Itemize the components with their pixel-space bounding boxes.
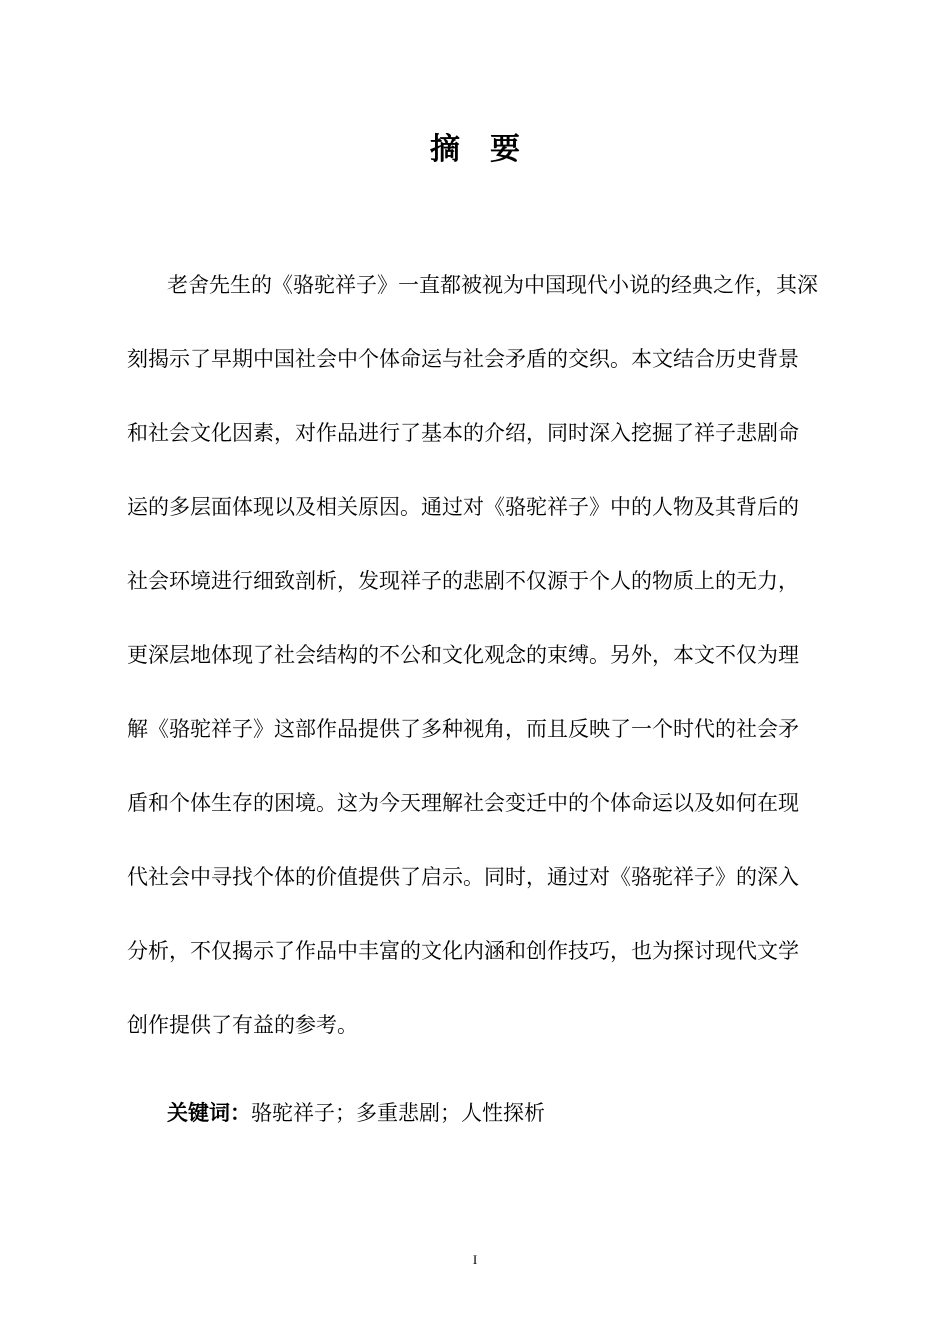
title-char-1: 摘 [430, 132, 460, 167]
abstract-line: 盾和个体生存的困境。这为今天理解社会变迁中的个体命运以及如何在现 [127, 791, 799, 815]
abstract-line: 运的多层面体现以及相关原因。通过对《骆驼祥子》中的人物及其背后的 [127, 495, 799, 519]
abstract-line: 解《骆驼祥子》这部作品提供了多种视角，而且反映了一个时代的社会矛 [127, 717, 799, 741]
keywords-value: 骆驼祥子；多重悲剧；人性探析 [251, 1101, 545, 1125]
title-char-2: 要 [490, 132, 520, 167]
abstract-line: 创作提供了有益的参考。 [127, 1013, 358, 1037]
keywords [167, 1093, 545, 1133]
abstract-body [127, 248, 859, 1062]
abstract-line: 老舍先生的《骆驼祥子》一直都被视为中国现代小说的经典之作，其深 [167, 273, 818, 297]
abstract-line: 刻揭示了早期中国社会中个体命运与社会矛盾的交织。本文结合历史背景 [127, 347, 799, 371]
abstract-line: 分析，不仅揭示了作品中丰富的文化内涵和创作技巧，也为探讨现代文学 [127, 939, 799, 963]
abstract-line: 代社会中寻找个体的价值提供了启示。同时，通过对《骆驼祥子》的深入 [127, 865, 799, 889]
page-number: I [472, 1252, 478, 1267]
abstract-line: 更深层地体现了社会结构的不公和文化观念的束缚。另外，本文不仅为理 [127, 643, 799, 667]
abstract-line: 和社会文化因素，对作品进行了基本的介绍，同时深入挖掘了祥子悲剧命 [127, 421, 799, 445]
keywords-label: 关键词： [167, 1101, 251, 1125]
page-title [0, 128, 950, 172]
abstract-line: 社会环境进行细致剖析，发现祥子的悲剧不仅源于个人的物质上的无力， [127, 569, 799, 593]
